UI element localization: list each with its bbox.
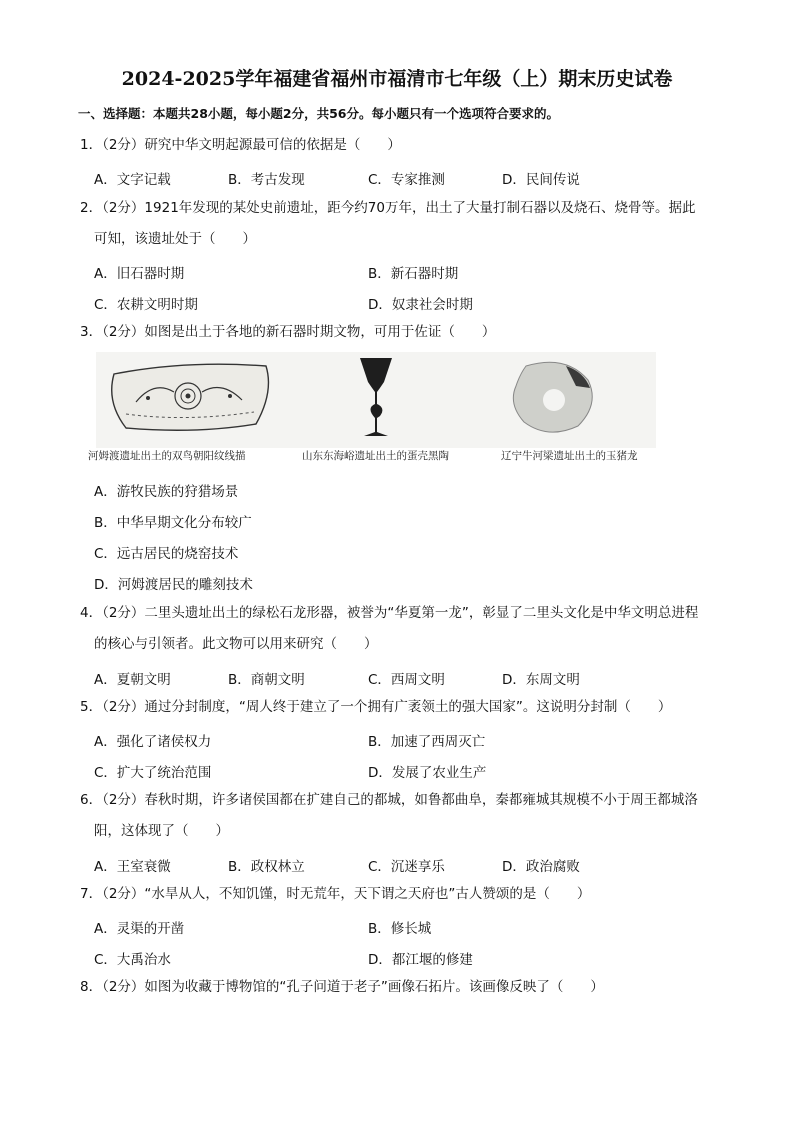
question-stem: 4．（2分）二里头遗址出土的绿松石龙形器，被誉为“华夏第一龙”，彰显了二里头文化是中华文明总进程 bbox=[80, 605, 699, 621]
option-b[interactable]: B．考古发现 bbox=[228, 172, 305, 188]
option-d[interactable]: D．东周文明 bbox=[502, 672, 580, 688]
option-b[interactable]: B．修长城 bbox=[368, 921, 432, 937]
option-a[interactable]: A．旧石器时期 bbox=[94, 266, 185, 282]
option-a[interactable]: A．强化了诸侯权力 bbox=[94, 734, 212, 750]
option-a[interactable]: A．游牧民族的狩猎场景 bbox=[94, 484, 239, 500]
option-c[interactable]: C．扩大了统治范围 bbox=[94, 765, 212, 781]
artifact-images bbox=[96, 352, 656, 448]
option-c[interactable]: C．农耕文明时期 bbox=[94, 297, 198, 313]
caption-dongfengyu: 山东东海峪遗址出土的蛋壳黑陶 bbox=[302, 450, 449, 462]
question-stem: 3．（2分）如图是出土于各地的新石器时期文物，可用于佐证（ ） bbox=[80, 324, 496, 340]
option-d[interactable]: D．都江堰的修建 bbox=[368, 952, 473, 968]
question-stem: 5．（2分）通过分封制度，“周人终于建立了一个拥有广袤领土的强大国家”。这说明分封制（ ） bbox=[80, 699, 672, 715]
question-stem: 1．（2分）研究中华文明起源最可信的依据是（ ） bbox=[80, 137, 401, 153]
exam-title: 2024-2025学年福建省福州市福清市七年级（上）期末历史试卷 bbox=[121, 68, 673, 90]
question-3 bbox=[80, 317, 720, 348]
jade-pig-dragon bbox=[513, 362, 592, 432]
option-a[interactable]: A．王室衰微 bbox=[94, 859, 171, 875]
question-stem-continued: 可知，该遗址处于（ ） bbox=[94, 231, 256, 247]
double-bird-sun-drawing bbox=[112, 364, 269, 430]
option-b[interactable]: B．中华早期文化分布较广 bbox=[94, 515, 252, 531]
question-stem: 8．（2分）如图为收藏于博物馆的“孔子问道于老子”画像石拓片。该画像反映了（ ） bbox=[80, 979, 604, 995]
option-d[interactable]: D．河姆渡居民的雕刻技术 bbox=[94, 577, 253, 593]
question-5 bbox=[80, 692, 720, 723]
option-b[interactable]: B．政权林立 bbox=[228, 859, 305, 875]
question-7 bbox=[80, 879, 720, 910]
question-stem: 2．（2分）1921年发现的某处史前遗址，距今约70万年，出土了大量打制石器以及烧石、烧骨等。据此 bbox=[80, 200, 696, 216]
question-stem-continued: 阳，这体现了（ ） bbox=[94, 823, 229, 839]
option-b[interactable]: B．加速了西周灭亡 bbox=[368, 734, 486, 750]
option-b[interactable]: B．新石器时期 bbox=[368, 266, 459, 282]
caption-hemudu: 河姆渡遗址出土的双鸟朝阳纹线描 bbox=[88, 450, 246, 462]
question-4 bbox=[80, 598, 720, 660]
option-d[interactable]: D．政治腐败 bbox=[502, 859, 580, 875]
option-a[interactable]: A．夏朝文明 bbox=[94, 672, 171, 688]
artifact-figure bbox=[88, 352, 656, 470]
option-c[interactable]: C．远古居民的烧窑技术 bbox=[94, 546, 239, 562]
option-d[interactable]: D．奴隶社会时期 bbox=[368, 297, 473, 313]
option-a[interactable]: A．文字记载 bbox=[94, 172, 171, 188]
option-c[interactable]: C．沉迷享乐 bbox=[368, 859, 445, 875]
option-d[interactable]: D．民间传说 bbox=[502, 172, 580, 188]
option-b[interactable]: B．商朝文明 bbox=[228, 672, 305, 688]
option-c[interactable]: C．西周文明 bbox=[368, 672, 445, 688]
caption-niuheliang: 辽宁牛河梁遗址出土的玉猪龙 bbox=[501, 450, 638, 462]
option-c[interactable]: C．大禹治水 bbox=[94, 952, 171, 968]
question-2 bbox=[80, 193, 720, 255]
option-a[interactable]: A．灵渠的开凿 bbox=[94, 921, 185, 937]
question-stem-continued: 的核心与引领者。此文物可以用来研究（ ） bbox=[94, 636, 378, 652]
question-1 bbox=[80, 130, 720, 161]
section-heading: 一、选择题：本题共28小题，每小题2分，共56分。每小题只有一个选项符合要求的。 bbox=[78, 106, 559, 121]
question-6 bbox=[80, 785, 720, 847]
option-d[interactable]: D．发展了农业生产 bbox=[368, 765, 487, 781]
option-c[interactable]: C．专家推测 bbox=[368, 172, 445, 188]
question-stem: 7．（2分）“水旱从人，不知饥馑，时无荒年，天下谓之天府也”古人赞颂的是（ ） bbox=[80, 886, 591, 902]
question-8 bbox=[80, 972, 720, 1003]
question-stem: 6．（2分）春秋时期，许多诸侯国都在扩建自己的都城，如鲁都曲阜，秦都雍城其规模不小于周王都城洛 bbox=[80, 792, 698, 808]
